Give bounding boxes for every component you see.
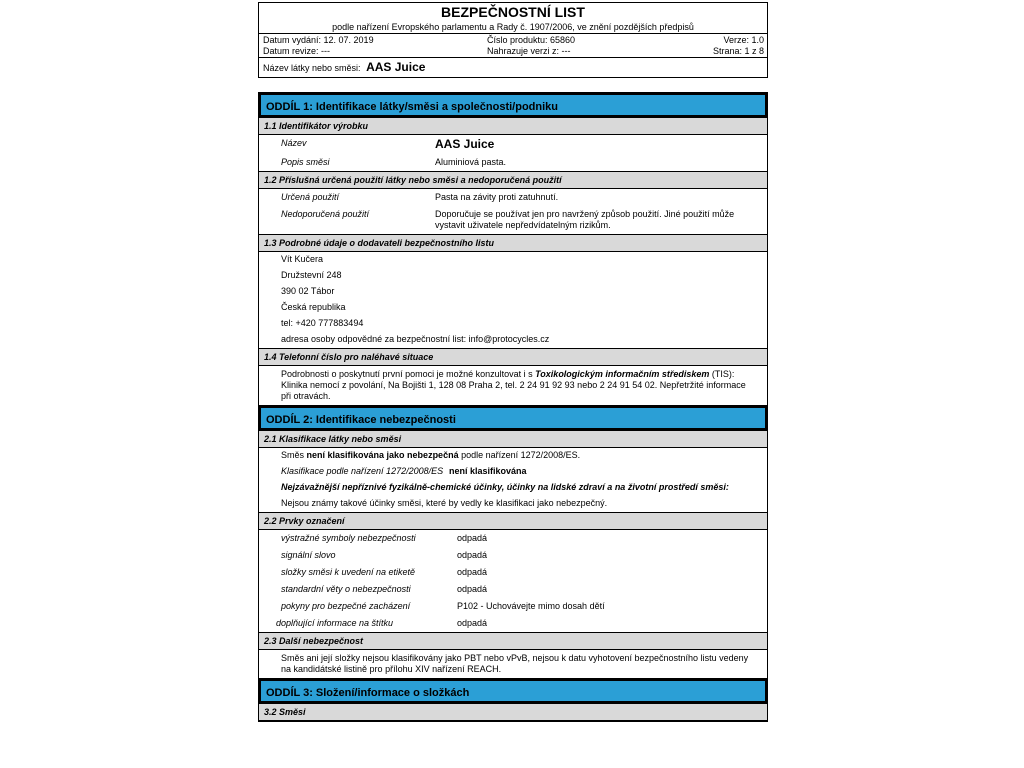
mixture-desc-row: [259, 154, 767, 171]
effects-text: Nejsou známy takové účinky směsi, které by vedly ke klasifikaci jako nebezpečný.: [281, 498, 608, 508]
mixture-desc-label: Popis směsi: [281, 157, 330, 167]
label-element-value: odpadá: [457, 618, 488, 628]
label-element-key: standardní věty o nebezpečnosti: [281, 584, 411, 594]
subsection-2-2-title: 2.2 Prvky označení: [259, 512, 767, 530]
section-3: [258, 679, 768, 722]
product-name-value: AAS Juice: [435, 137, 495, 151]
classification-statement: [259, 448, 767, 464]
substance-name-row: [259, 57, 767, 77]
document-meta: [259, 34, 767, 57]
substance-name-label: Název látky nebo směsi:: [263, 63, 361, 73]
not-recommended-use-value: Doporučuje se používat jen pro navržený způsob použití. Jiné použití může vystavit uživatele nepředvídatelným rizikům.: [435, 209, 735, 230]
label-element-value: odpadá: [457, 550, 488, 560]
section-3-title: ODDÍL 3: Složení/informace o složkách: [259, 679, 767, 703]
section-2: [258, 406, 768, 679]
subsection-1-1-title: 1.1 Identifikátor výrobku: [259, 117, 767, 135]
page-number: Strana: 1 z 8: [712, 46, 764, 56]
label-element-key: výstražné symboly nebezpečnosti: [281, 533, 416, 543]
document-subtitle: podle nařízení Evropského parlamentu a Rady č. 1907/2006, ve znění pozdějších předpisů: [259, 21, 767, 34]
subsection-3-2-title: 3.2 Směsi: [259, 703, 767, 721]
supplier-line: Vít Kučera: [281, 254, 324, 264]
section-1-title: ODDÍL 1: Identifikace látky/směsi a společnosti/podniku: [259, 93, 767, 117]
label-element-row: [259, 530, 767, 547]
tis-name: Toxikologickým informačním střediskem: [535, 369, 710, 379]
label-element-row: [259, 564, 767, 581]
document-header: [258, 2, 768, 78]
classification-row: [259, 464, 767, 480]
subsection-1-3-title: 1.3 Podrobné údaje o dodavateli bezpečnostního listu: [259, 234, 767, 252]
emergency-text-part: Podrobnosti o poskytnutí první pomoci je možné konzultovat i s: [281, 369, 536, 379]
subsection-1-2-title: 1.2 Příslušná určená použití látky nebo směsi a nedoporučená použití: [259, 171, 767, 189]
label-element-value: odpadá: [457, 584, 488, 594]
issue-date: Datum vydání: 12. 07. 2019: [263, 35, 374, 45]
statement-bold: není klasifikována jako nebezpečná: [306, 450, 459, 460]
not-recommended-use-row: [259, 206, 767, 234]
intended-use-row: [259, 189, 767, 206]
label-element-row: [259, 547, 767, 564]
supplier-line: 390 02 Tábor: [281, 286, 335, 296]
label-element-key: pokyny pro bezpečné zacházení: [281, 601, 411, 611]
label-element-key: složky směsi k uvedení na etiketě: [281, 567, 416, 577]
classification-label: Klasifikace podle nařízení 1272/2008/ES: [281, 466, 444, 476]
mixture-desc-value: Aluminiová pasta.: [435, 157, 507, 167]
product-name-row: [259, 135, 767, 154]
revision-date: Datum revize: ---: [263, 46, 331, 56]
safety-data-sheet-page: [258, 0, 768, 722]
other-hazards-text: Směs ani její složky nejsou klasifikovány jako PBT nebo vPvB, nejsou k datu vyhotovení bezpečnostního listu vedeny na kandidátské listině pro přílohu XIV nařízení REACH.: [281, 653, 749, 674]
intended-use-label: Určená použití: [281, 192, 340, 202]
subsection-1-4-title: 1.4 Telefonní číslo pro naléhavé situace: [259, 348, 767, 366]
emergency-text-part: (TIS): Klinika nemocí z povolání, Na Bojišti 1, 128 08 Praha 2, tel. 2 24 91 92 93 nebo 2 24 91 54 02. Nepřetržité informace při otravách.: [281, 369, 746, 401]
label-element-key: doplňující informace na štítku: [276, 618, 394, 628]
substance-name-value: AAS Juice: [366, 60, 426, 74]
classification-value: není klasifikována: [449, 466, 527, 476]
label-element-value: P102 - Uchovávejte mimo dosah dětí: [457, 601, 605, 611]
supplier-phone: tel: +420 777883494: [281, 318, 364, 328]
label-element-value: odpadá: [457, 533, 488, 543]
section-1: [258, 92, 768, 406]
label-element-row: [259, 581, 767, 598]
supplier-email: adresa osoby odpovědné za bezpečnostní list: info@protocycles.cz: [281, 334, 550, 344]
effects-title: Nejzávažnější nepříznivé fyzikálně-chemické účinky, účinky na lidské zdraví a na životní prostředí směsi:: [281, 482, 729, 492]
statement-part: Směs: [281, 450, 307, 460]
product-name-label: Název: [281, 138, 307, 148]
supplier-line: Družstevní 248: [281, 270, 342, 280]
emergency-phone-text: [259, 366, 767, 405]
subsection-2-3-title: 2.3 Další nebezpečnost: [259, 632, 767, 650]
label-element-key: signální slovo: [281, 550, 336, 560]
not-recommended-use-label: Nedoporučená použití: [281, 209, 370, 219]
subsection-2-1-title: 2.1 Klasifikace látky nebo směsi: [259, 430, 767, 448]
label-element-row: [259, 598, 767, 615]
section-2-title: ODDÍL 2: Identifikace nebezpečnosti: [259, 406, 767, 430]
label-element-row: [259, 615, 767, 632]
document-title: BEZPEČNOSTNÍ LIST: [441, 4, 585, 20]
product-number: Číslo produktu: 65860: [487, 35, 576, 45]
statement-part: podle nařízení 1272/2008/ES.: [458, 450, 581, 460]
replaces-version: Nahrazuje verzi z: ---: [487, 46, 571, 56]
version: Verze: 1.0: [723, 35, 764, 45]
label-element-value: odpadá: [457, 567, 488, 577]
intended-use-value: Pasta na závity proti zatuhnutí.: [435, 192, 559, 202]
supplier-line: Česká republika: [281, 302, 346, 312]
